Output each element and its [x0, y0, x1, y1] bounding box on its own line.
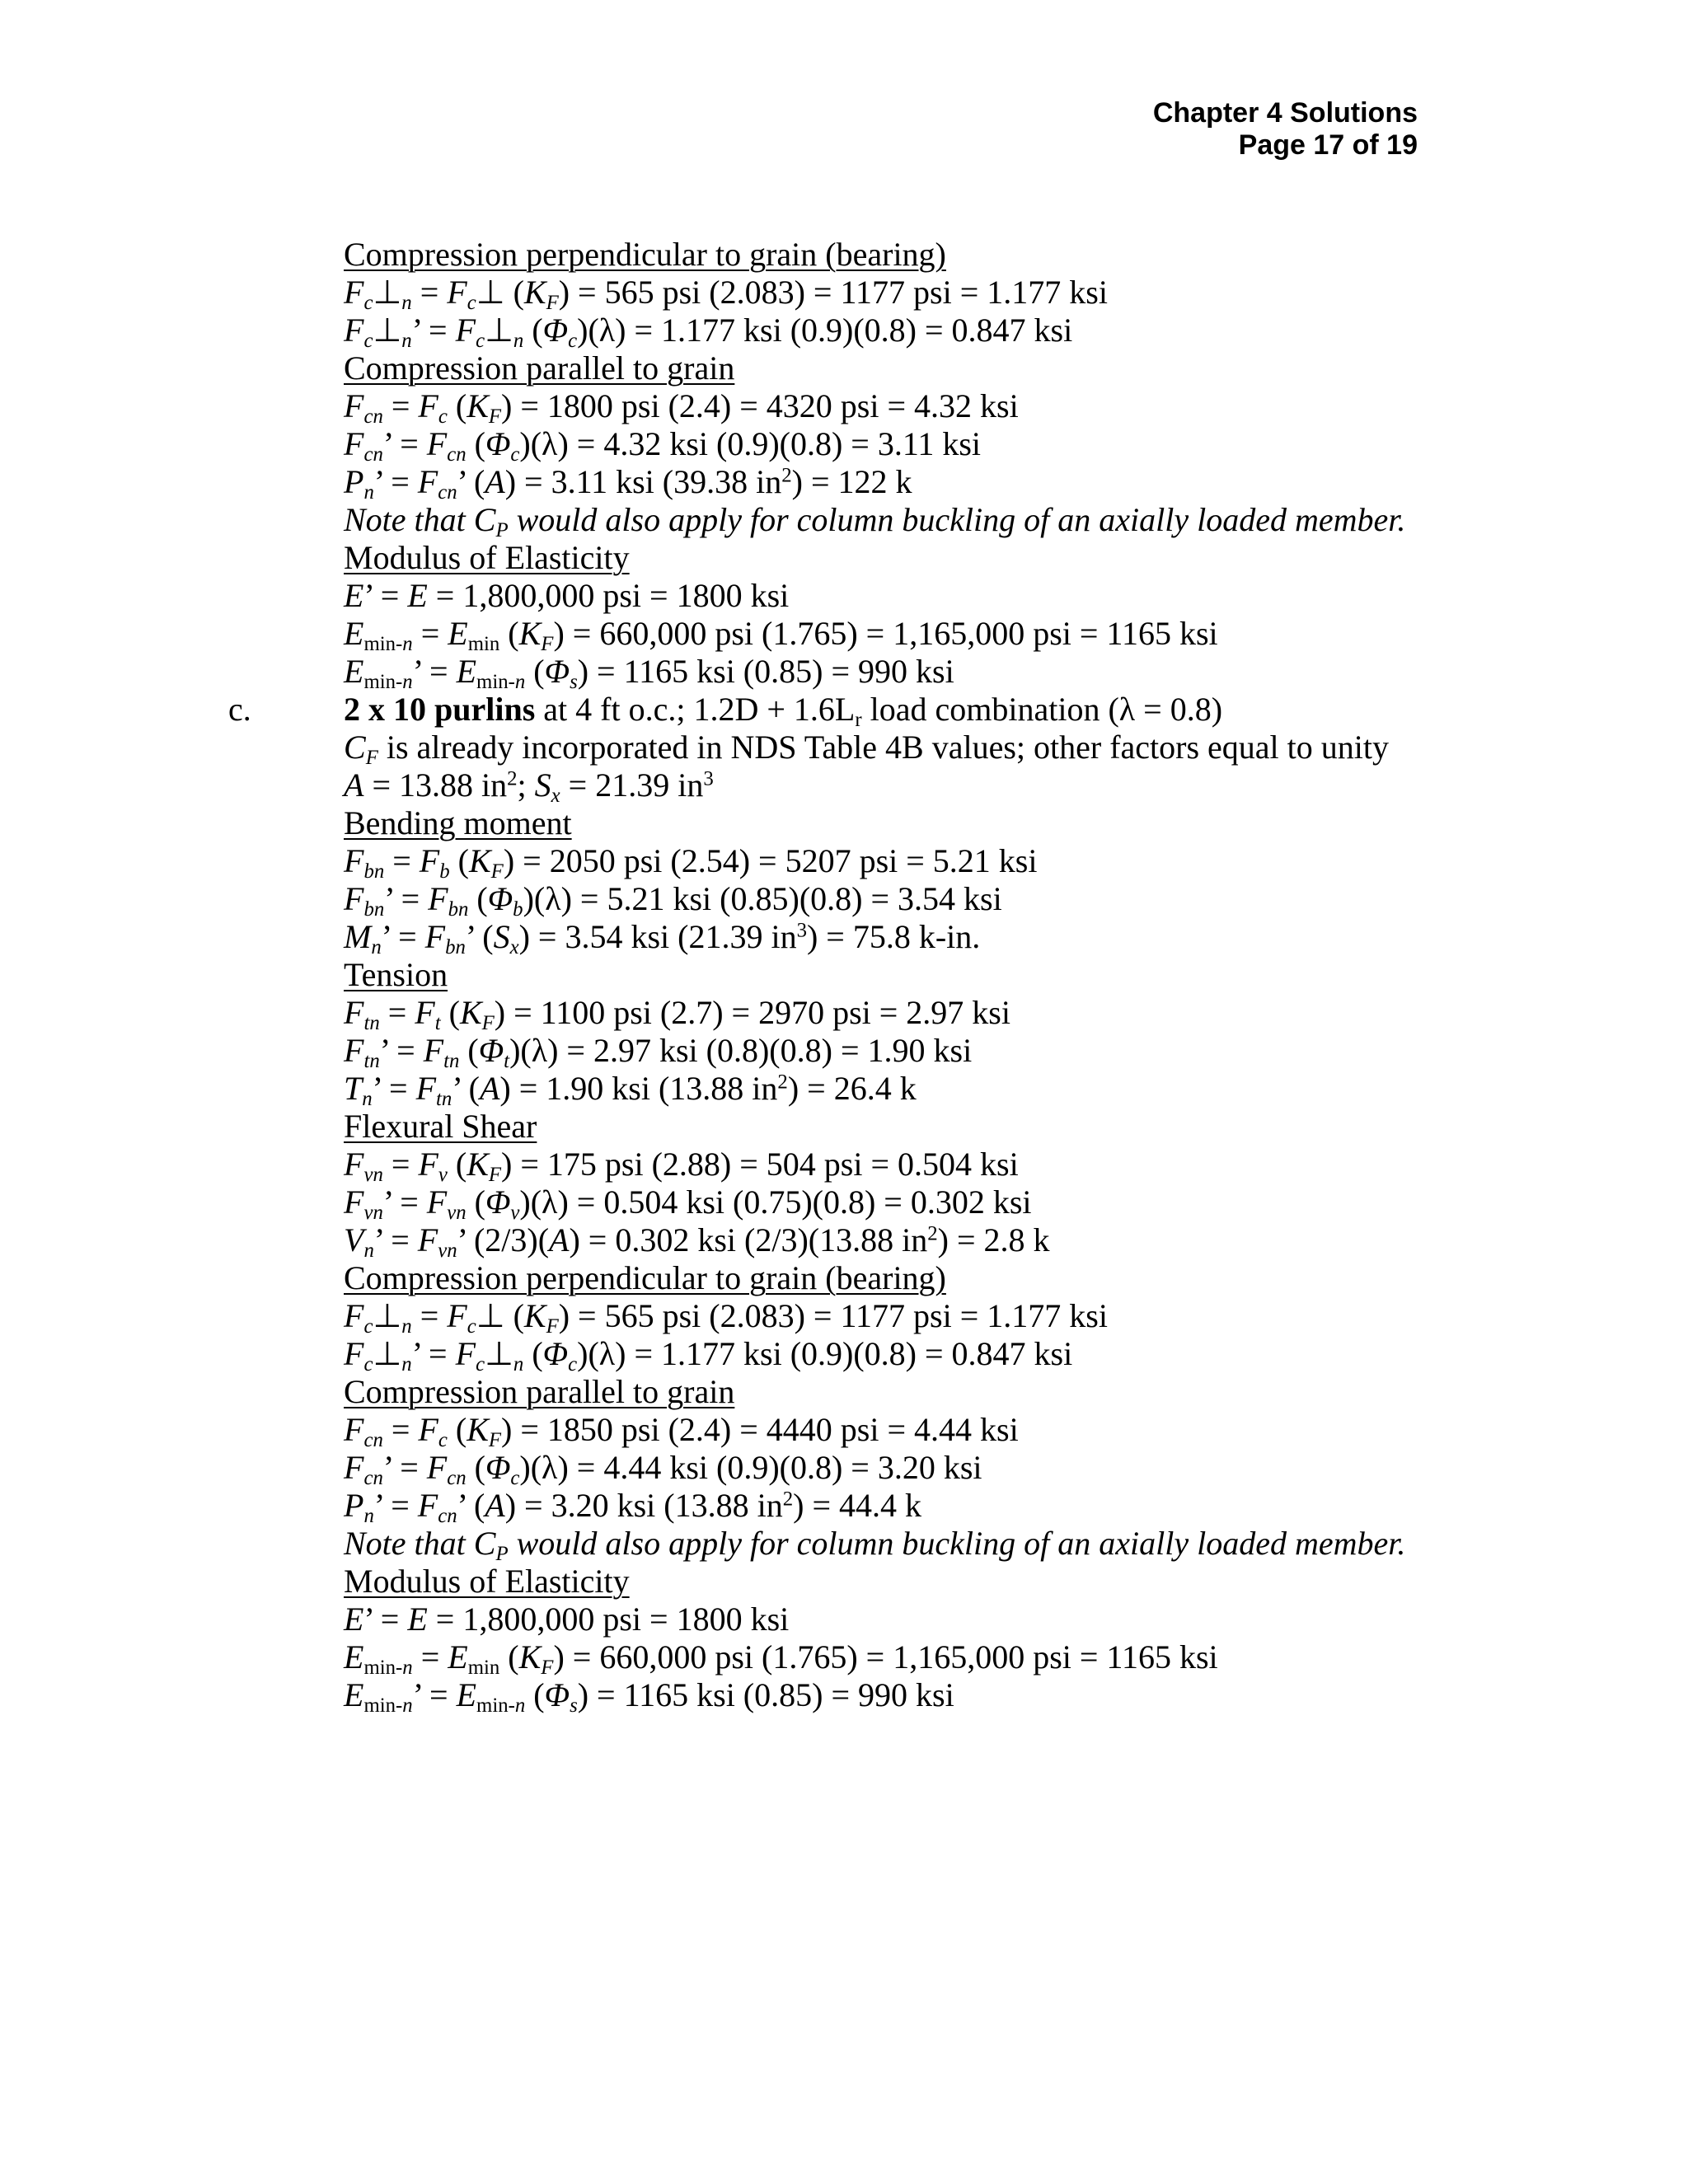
equation-line: E’ = E = 1,800,000 psi = 1800 ksi: [344, 577, 790, 614]
equation-line: $P_n$’ = $F_{cn}$’ (A) = 3.20 ksi (13.88 $in^2) = 44.4$ k: [344, 1487, 922, 1527]
equation-line: $F_{tn}$’ = $F_{tn}$ $(\Phi_t)(\lambda) = 2.97$ ksi (0.8)(0.8) = 1.90 ksi: [344, 1032, 973, 1072]
part-c-title: [0, 691, 1688, 729]
equation-line: $F_{cn}$’ = $F_{cn}$ $(\Phi_c)(\lambda) = 4.32$ ksi (0.9)(0.8) = 3.11 ksi: [344, 425, 982, 466]
note-line: Note that $C_P$ would also apply for column buckling of an axially loaded member.: [344, 501, 1406, 541]
equation-line: $E_{min-n}$’ = $E_{min-n}$ $(\Phi_s) = 1165$ ksi (0.85) = 990 ksi: [344, 653, 954, 693]
equation-line: $F_{cn} = F_c$ $(K_F) = 1800$ psi (2.4) = 4320 psi = 4.32 ksi: [344, 387, 1019, 428]
page-header: [1153, 97, 1418, 162]
section-heading-parallel: Compression parallel to grain: [344, 349, 735, 387]
equation-line: $F_c\perp_n$ = $F_c\perp$ $(K_F) = 565$ psi (2.083) = 1177 psi = 1.177 ksi: [344, 274, 1108, 314]
part-c-title-rest: at 4 ft o.c.; $1.2D + 1.6L_r$ load combination (λ = 0.8): [543, 691, 1223, 731]
equation-line: $T_n$’ = $F_{tn}$’ (A) = 1.90 ksi (13.88 $in^2) = 26.4$ k: [344, 1070, 917, 1110]
section-heading-modulus: Modulus of Elasticity: [344, 1563, 630, 1600]
section-heading-parallel: Compression parallel to grain: [344, 1373, 735, 1410]
equation-line: $F_{bn}$’ = $F_{bn}$ $(\Phi_b)(\lambda) = 5.21$ ksi (0.85)(0.8) = 3.54 ksi: [344, 880, 1002, 921]
solution-body: [0, 236, 1688, 1717]
equation-line: $F_{bn} = F_b$ $(K_F) = 2050$ psi (2.54) = 5207 psi = 5.21 ksi: [344, 842, 1038, 883]
section-heading-shear: Flexural Shear: [344, 1108, 537, 1145]
equation-line: $V_n$’ = $F_{vn}$’ (2/3)(A) = 0.302 ksi (2/3)(13.88 $in^2) = 2.8$ k: [344, 1221, 1050, 1262]
equation-line: $P_n$’ = $F_{cn}$’ (A) = 3.11 ksi (39.38 $in^2) = 122$ k: [344, 463, 912, 504]
section-heading-tension: Tension: [344, 956, 448, 993]
equation-line: $F_{vn}$’ = $F_{vn}$ $(\Phi_v)(\lambda) = 0.504$ ksi (0.75)(0.8) = 0.302 ksi: [344, 1183, 1032, 1224]
part-c-marker: c.: [228, 691, 251, 728]
section-heading-bearing: Compression perpendicular to grain (bearing): [344, 1259, 946, 1296]
equation-line: $F_{tn} = F_t$ $(K_F) = 1100$ psi (2.7) = 2970 psi = 2.97 ksi: [344, 994, 1010, 1034]
part-c-title-bold: 2 x 10 purlins: [344, 691, 536, 728]
section-heading-bearing: Compression perpendicular to grain (bearing): [344, 236, 946, 273]
chapter-title: Chapter 4 Solutions: [1152, 97, 1418, 129]
equation-line: $F_c\perp_n$ = $F_c\perp$ $(K_F) = 565$ psi (2.083) = 1177 psi = 1.177 ksi: [344, 1297, 1108, 1338]
equation-line: $E_{min-n}$’ = $E_{min-n}$ $(\Phi_s) = 1165$ ksi (0.85) = 990 ksi: [344, 1676, 954, 1717]
equation-line: $E_{min-n} = E_{min}$ $(K_F) = 660,000$ psi (1.765) = 1,165,000 psi = 1165 ksi: [344, 615, 1218, 655]
equation-line: $F_{cn} = F_c$ $(K_F) = 1850$ psi (2.4) = 4440 psi = 4.44 ksi: [344, 1411, 1019, 1451]
area-line: A = 13.88 $in^2$; $S_x = 21.39$ $in^3$: [344, 766, 714, 807]
cf-line: $C_F$ is already incorporated in NDS Table 4B values; other factors equal to unity: [344, 729, 1389, 769]
equation-line: $F_{vn} = F_v$ $(K_F) = 175$ psi (2.88) = 504 psi = 0.504 ksi: [344, 1146, 1019, 1186]
equation-line: $F_c\perp_n$’ = $F_c\perp_n$ $(\Phi_c)(\lambda) = 1.177$ ksi (0.9)(0.8) = 0.847 ksi: [344, 312, 1073, 352]
equation-line: $F_c\perp_n$’ = $F_c\perp_n$ $(\Phi_c)(\lambda) = 1.177$ ksi (0.9)(0.8) = 0.847 ksi: [344, 1335, 1073, 1376]
equation-line: $F_{cn}$’ = $F_{cn}$ $(\Phi_c)(\lambda) = 4.44$ ksi (0.9)(0.8) = 3.20 ksi: [344, 1449, 982, 1489]
equation-line: $M_n$’ = $F_{bn}$’ $(S_x) = 3.54$ ksi (21.39 $in^3) = 75.8$ k-in.: [344, 918, 981, 958]
section-heading-modulus: Modulus of Elasticity: [344, 539, 630, 576]
equation-line: E’ = E = 1,800,000 psi = 1800 ksi: [344, 1601, 790, 1638]
section-heading-bending: Bending moment: [344, 804, 572, 841]
equation-line: $E_{min-n} = E_{min}$ $(K_F) = 660,000$ psi (1.765) = 1,165,000 psi = 1165 ksi: [344, 1638, 1218, 1679]
note-line: Note that $C_P$ would also apply for column buckling of an axially loaded member.: [344, 1525, 1406, 1565]
page-number: Page 17 of 19: [1238, 129, 1418, 161]
